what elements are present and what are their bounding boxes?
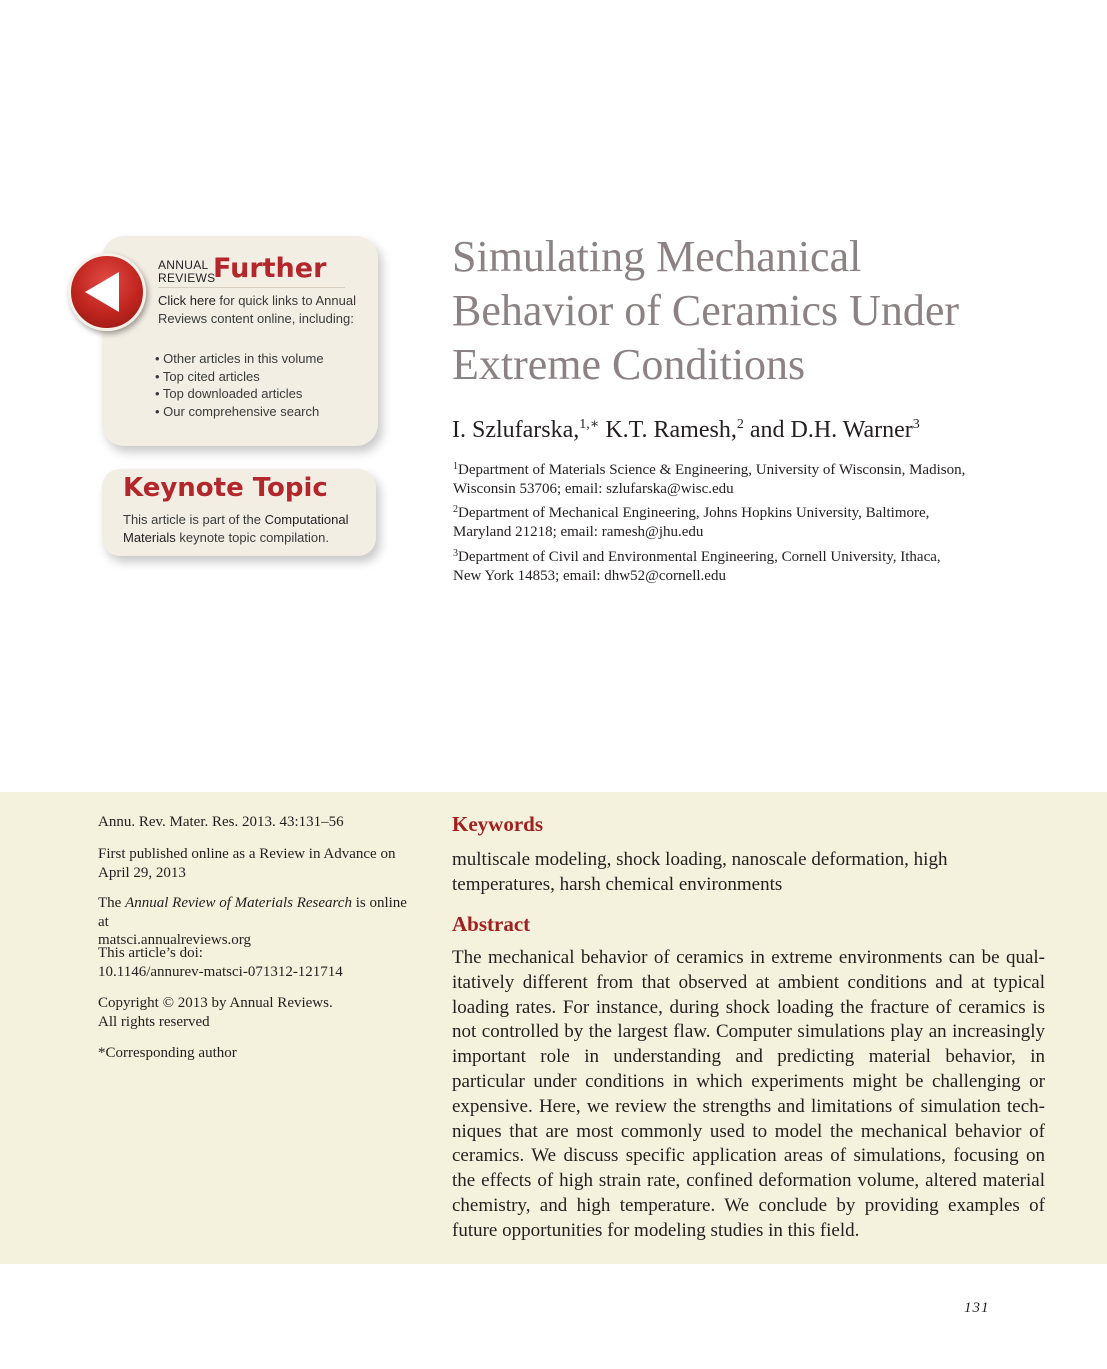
author-name: and D.H. Warner <box>743 417 913 443</box>
further-link-other-articles[interactable]: • Other articles in this volume <box>155 351 324 366</box>
author-name: K.T. Ramesh, <box>599 417 737 443</box>
doi-label: This article’s doi: <box>98 945 203 961</box>
citation: Annu. Rev. Mater. Res. 2013. 43:131–56 <box>98 814 344 830</box>
further-links-list <box>155 350 324 421</box>
affiliation-line: Wisconsin 53706; email: szlufarska@wisc.edu <box>453 481 734 497</box>
publication-date <box>98 845 418 882</box>
further-divider <box>158 287 345 288</box>
journal-url[interactable]: matsci.annualreviews.org <box>98 932 252 948</box>
keywords-text: multiscale modeling, shock loading, nanoscale deformation, high temperatures, harsh chemical environments <box>452 849 948 895</box>
further-link-search[interactable]: • Our comprehensive search <box>155 404 320 420</box>
title-line: Simulating Mechanical <box>452 232 862 281</box>
publication-line: April 29, 2013 <box>98 864 186 881</box>
doi-value[interactable]: 10.1146/annurev-matsci-071312-121714 <box>98 963 343 980</box>
affiliation-line: Maryland 21218; email: ramesh@jhu.edu <box>453 524 704 540</box>
journal-online-note <box>98 894 418 950</box>
annual-reviews-logo <box>158 259 215 285</box>
author-affiliation-mark: 2 <box>736 417 744 432</box>
keynote-topic-link[interactable]: Computational Materials <box>123 512 349 545</box>
logo-annual: ANNUAL <box>158 258 209 272</box>
affiliation-line: Department of Materials Science & Engineering, University of Wisconsin, Madison, <box>458 462 966 478</box>
keynote-description <box>123 511 368 547</box>
affiliation <box>453 504 1013 542</box>
keynote-text-after: keynote topic compilation. <box>175 530 329 545</box>
doi-block <box>98 944 418 981</box>
click-here-link[interactable]: Click here <box>158 293 216 308</box>
further-link-top-downloaded[interactable]: • Top downloaded articles <box>155 386 303 402</box>
further-description-text: for quick links to Annual Reviews content online, including: <box>158 293 356 326</box>
corresponding-author-note: *Corresponding author <box>98 1045 237 1061</box>
online-pre: The <box>98 895 126 911</box>
abstract-text: The mechanical behavior of ceramics in extreme environments can be qualitatively different from that observed at ambient conditions and at typical loading rates. For instance, during shock loading the fracture of ceramics is not controlled by the largest flaw. Computer simulations play an increasingly important role in understanding and predicting material behavior, in particular under conditions in which experiments might be challenging or expensive. Here, we review the strengths and limitations of simulation techniques that are most commonly used to model the mechanical behavior of ceramics. We discuss specific application areas of simulations, focusing on the effects of high strain rate, confined deformation volume, altered material chemistry, and high temperature. We conclude by providing examples of future opportunities for modeling studies in this field. <box>452 947 1045 1241</box>
copyright-line: Copyright © 2013 by Annual Reviews. <box>98 995 333 1011</box>
affiliation-line: Department of Mechanical Engineering, Johns Hopkins University, Baltimore, <box>458 505 930 521</box>
author-affiliation-mark: 1,∗ <box>579 417 600 432</box>
back-arrow-icon[interactable] <box>68 253 146 331</box>
title-line: Behavior of Ceramics Under <box>452 286 960 335</box>
affiliation <box>453 461 1013 499</box>
online-post: is online at <box>98 895 407 930</box>
further-title: Further <box>213 253 327 284</box>
affiliation <box>453 548 1013 586</box>
article-title <box>452 230 1052 392</box>
logo-reviews: REVIEWS <box>158 271 216 285</box>
publication-line: First published online as a Review in Advance on <box>98 846 396 862</box>
keynote-text-before: This article is part of the <box>123 512 265 527</box>
keynote-title: Keynote Topic <box>123 473 328 503</box>
journal-name: Annual Review of Materials Research <box>125 895 352 911</box>
further-description <box>158 292 358 328</box>
affiliation-line: Department of Civil and Environmental Engineering, Cornell University, Ithaca, <box>458 549 941 565</box>
abstract-heading: Abstract <box>452 912 531 936</box>
affiliation-line: New York 14853; email: dhw52@cornell.edu <box>453 568 726 584</box>
page-number: 131 <box>964 1300 990 1316</box>
keywords-heading: Keywords <box>452 812 543 836</box>
affiliation-mark: 1 <box>453 461 458 472</box>
title-line: Extreme Conditions <box>452 340 806 389</box>
affiliation-mark: 3 <box>453 548 458 559</box>
copyright-line: All rights reserved <box>98 1013 210 1030</box>
affiliation-mark: 2 <box>453 504 458 515</box>
author-affiliation-mark: 3 <box>912 417 920 432</box>
copyright <box>98 994 418 1031</box>
author-list <box>452 417 920 444</box>
author-name: I. Szlufarska, <box>452 417 580 443</box>
further-link-top-cited[interactable]: • Top cited articles <box>155 368 260 384</box>
